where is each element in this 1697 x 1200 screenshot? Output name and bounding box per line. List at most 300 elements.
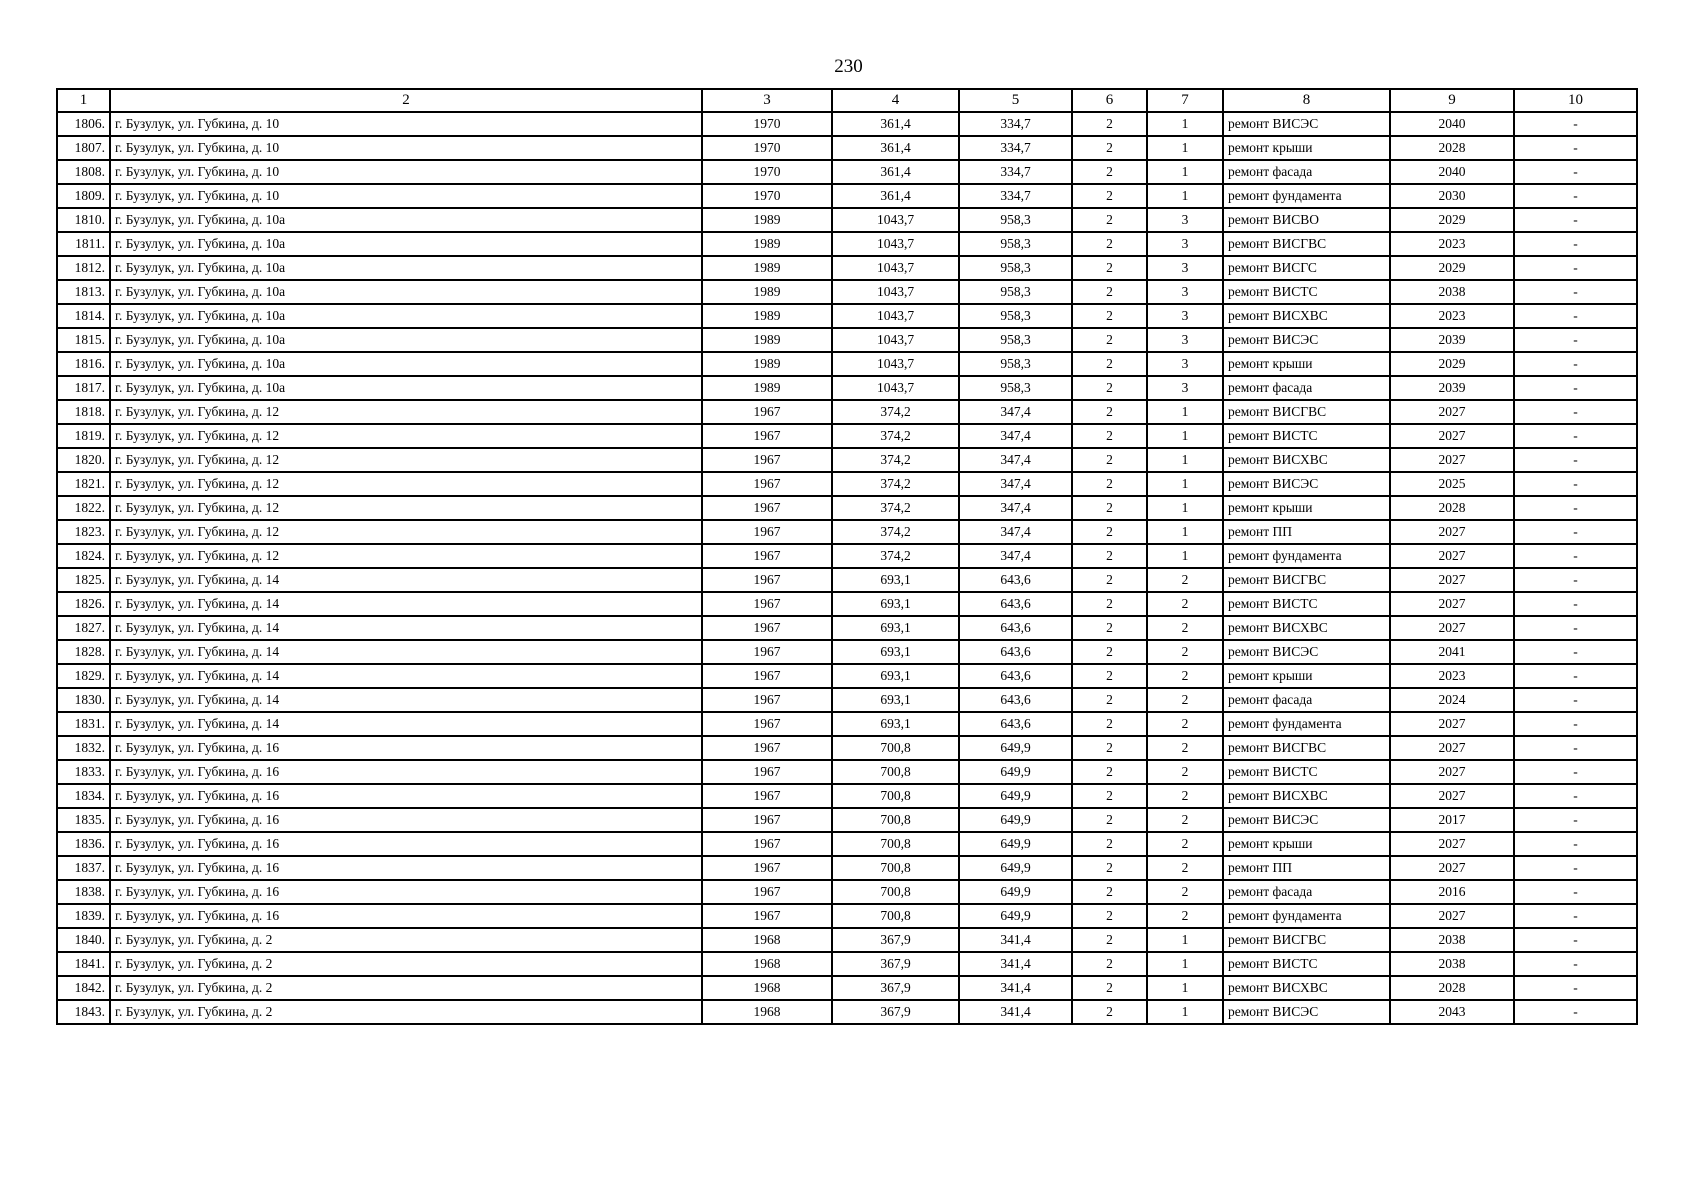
cell-col-address: г. Бузулук, ул. Губкина, д. 12 — [110, 400, 702, 424]
cell-col-entrances: 1 — [1147, 976, 1223, 1000]
cell-col-work-type: ремонт крыши — [1223, 832, 1390, 856]
cell-col-address: г. Бузулук, ул. Губкина, д. 14 — [110, 640, 702, 664]
header-col-area-total: 4 — [832, 89, 959, 112]
table-row — [57, 832, 1637, 856]
cell-col-work-type: ремонт ПП — [1223, 520, 1390, 544]
cell-col-storeys: 2 — [1072, 1000, 1147, 1024]
cell-col-area-living: 649,9 — [959, 880, 1072, 904]
cell-col-year-planned: 2027 — [1390, 616, 1514, 640]
cell-col-year-planned: 2038 — [1390, 952, 1514, 976]
cell-col-year: 1967 — [702, 808, 832, 832]
cell-col-entrances: 3 — [1147, 304, 1223, 328]
cell-col-number: 1830. — [57, 688, 110, 712]
table-row — [57, 544, 1637, 568]
cell-col-note: - — [1514, 424, 1637, 448]
cell-col-storeys: 2 — [1072, 976, 1147, 1000]
cell-col-area-total: 693,1 — [832, 664, 959, 688]
cell-col-address: г. Бузулук, ул. Губкина, д. 14 — [110, 664, 702, 688]
cell-col-number: 1842. — [57, 976, 110, 1000]
table-row — [57, 520, 1637, 544]
header-row — [57, 89, 1637, 112]
table-row — [57, 232, 1637, 256]
cell-col-area-living: 347,4 — [959, 520, 1072, 544]
cell-col-address: г. Бузулук, ул. Губкина, д. 10а — [110, 328, 702, 352]
cell-col-address: г. Бузулук, ул. Губкина, д. 16 — [110, 856, 702, 880]
table-row — [57, 640, 1637, 664]
table-row — [57, 448, 1637, 472]
cell-col-area-living: 643,6 — [959, 592, 1072, 616]
cell-col-address: г. Бузулук, ул. Губкина, д. 16 — [110, 808, 702, 832]
cell-col-number: 1839. — [57, 904, 110, 928]
cell-col-year-planned: 2027 — [1390, 400, 1514, 424]
cell-col-year-planned: 2023 — [1390, 232, 1514, 256]
cell-col-note: - — [1514, 208, 1637, 232]
cell-col-year: 1989 — [702, 208, 832, 232]
cell-col-entrances: 3 — [1147, 232, 1223, 256]
cell-col-year-planned: 2029 — [1390, 352, 1514, 376]
cell-col-area-living: 649,9 — [959, 736, 1072, 760]
cell-col-number: 1819. — [57, 424, 110, 448]
cell-col-storeys: 2 — [1072, 760, 1147, 784]
cell-col-area-total: 700,8 — [832, 880, 959, 904]
cell-col-number: 1816. — [57, 352, 110, 376]
cell-col-area-living: 958,3 — [959, 352, 1072, 376]
cell-col-area-living: 649,9 — [959, 856, 1072, 880]
cell-col-year-planned: 2028 — [1390, 136, 1514, 160]
cell-col-storeys: 2 — [1072, 736, 1147, 760]
table-row — [57, 880, 1637, 904]
cell-col-note: - — [1514, 1000, 1637, 1024]
cell-col-number: 1809. — [57, 184, 110, 208]
cell-col-year-planned: 2016 — [1390, 880, 1514, 904]
header-col-storeys: 6 — [1072, 89, 1147, 112]
table-row — [57, 352, 1637, 376]
cell-col-area-living: 341,4 — [959, 928, 1072, 952]
cell-col-note: - — [1514, 880, 1637, 904]
cell-col-area-living: 347,4 — [959, 496, 1072, 520]
cell-col-year-planned: 2040 — [1390, 160, 1514, 184]
cell-col-number: 1812. — [57, 256, 110, 280]
cell-col-area-living: 958,3 — [959, 232, 1072, 256]
cell-col-area-living: 347,4 — [959, 472, 1072, 496]
cell-col-note: - — [1514, 664, 1637, 688]
table-row — [57, 376, 1637, 400]
cell-col-year-planned: 2038 — [1390, 280, 1514, 304]
header-col-note: 10 — [1514, 89, 1637, 112]
cell-col-area-total: 1043,7 — [832, 304, 959, 328]
cell-col-storeys: 2 — [1072, 832, 1147, 856]
cell-col-area-living: 341,4 — [959, 952, 1072, 976]
table-row — [57, 1000, 1637, 1024]
cell-col-work-type: ремонт ВИСХВС — [1223, 616, 1390, 640]
table-row — [57, 328, 1637, 352]
cell-col-address: г. Бузулук, ул. Губкина, д. 12 — [110, 448, 702, 472]
cell-col-area-living: 643,6 — [959, 640, 1072, 664]
cell-col-address: г. Бузулук, ул. Губкина, д. 16 — [110, 880, 702, 904]
table-row — [57, 856, 1637, 880]
header-col-year-planned: 9 — [1390, 89, 1514, 112]
cell-col-storeys: 2 — [1072, 328, 1147, 352]
cell-col-area-living: 649,9 — [959, 784, 1072, 808]
cell-col-note: - — [1514, 184, 1637, 208]
cell-col-note: - — [1514, 136, 1637, 160]
table-row — [57, 952, 1637, 976]
cell-col-number: 1841. — [57, 952, 110, 976]
cell-col-work-type: ремонт фундамента — [1223, 544, 1390, 568]
cell-col-area-total: 700,8 — [832, 832, 959, 856]
table-row — [57, 736, 1637, 760]
cell-col-entrances: 1 — [1147, 520, 1223, 544]
cell-col-entrances: 1 — [1147, 184, 1223, 208]
cell-col-year-planned: 2027 — [1390, 544, 1514, 568]
cell-col-area-living: 347,4 — [959, 544, 1072, 568]
cell-col-entrances: 2 — [1147, 808, 1223, 832]
cell-col-area-total: 1043,7 — [832, 208, 959, 232]
cell-col-address: г. Бузулук, ул. Губкина, д. 10а — [110, 208, 702, 232]
cell-col-entrances: 1 — [1147, 400, 1223, 424]
cell-col-entrances: 2 — [1147, 880, 1223, 904]
cell-col-year-planned: 2039 — [1390, 328, 1514, 352]
cell-col-note: - — [1514, 784, 1637, 808]
cell-col-year: 1967 — [702, 520, 832, 544]
cell-col-storeys: 2 — [1072, 208, 1147, 232]
cell-col-work-type: ремонт ВИСТС — [1223, 760, 1390, 784]
cell-col-area-living: 341,4 — [959, 976, 1072, 1000]
cell-col-storeys: 2 — [1072, 664, 1147, 688]
cell-col-work-type: ремонт ВИСГВС — [1223, 400, 1390, 424]
cell-col-note: - — [1514, 712, 1637, 736]
cell-col-note: - — [1514, 400, 1637, 424]
cell-col-number: 1840. — [57, 928, 110, 952]
cell-col-area-total: 1043,7 — [832, 280, 959, 304]
cell-col-work-type: ремонт ВИСТС — [1223, 592, 1390, 616]
cell-col-year-planned: 2025 — [1390, 472, 1514, 496]
cell-col-storeys: 2 — [1072, 880, 1147, 904]
cell-col-number: 1843. — [57, 1000, 110, 1024]
table-row — [57, 472, 1637, 496]
cell-col-storeys: 2 — [1072, 544, 1147, 568]
cell-col-year-planned: 2029 — [1390, 256, 1514, 280]
cell-col-area-total: 700,8 — [832, 904, 959, 928]
cell-col-address: г. Бузулук, ул. Губкина, д. 14 — [110, 712, 702, 736]
cell-col-number: 1822. — [57, 496, 110, 520]
cell-col-storeys: 2 — [1072, 472, 1147, 496]
header-col-number: 1 — [57, 89, 110, 112]
cell-col-storeys: 2 — [1072, 520, 1147, 544]
table-row — [57, 592, 1637, 616]
cell-col-number: 1833. — [57, 760, 110, 784]
table-row — [57, 784, 1637, 808]
cell-col-year: 1989 — [702, 304, 832, 328]
cell-col-area-total: 374,2 — [832, 448, 959, 472]
cell-col-area-living: 334,7 — [959, 160, 1072, 184]
cell-col-entrances: 2 — [1147, 832, 1223, 856]
cell-col-entrances: 3 — [1147, 280, 1223, 304]
cell-col-area-living: 649,9 — [959, 808, 1072, 832]
cell-col-work-type: ремонт крыши — [1223, 496, 1390, 520]
cell-col-area-living: 341,4 — [959, 1000, 1072, 1024]
cell-col-year-planned: 2027 — [1390, 784, 1514, 808]
cell-col-address: г. Бузулук, ул. Губкина, д. 12 — [110, 496, 702, 520]
table-row — [57, 568, 1637, 592]
cell-col-storeys: 2 — [1072, 400, 1147, 424]
registry-table — [56, 88, 1638, 1025]
cell-col-note: - — [1514, 856, 1637, 880]
cell-col-address: г. Бузулук, ул. Губкина, д. 12 — [110, 472, 702, 496]
cell-col-year-planned: 2027 — [1390, 736, 1514, 760]
table-row — [57, 616, 1637, 640]
cell-col-address: г. Бузулук, ул. Губкина, д. 14 — [110, 616, 702, 640]
cell-col-note: - — [1514, 592, 1637, 616]
cell-col-year-planned: 2023 — [1390, 304, 1514, 328]
cell-col-note: - — [1514, 448, 1637, 472]
cell-col-address: г. Бузулук, ул. Губкина, д. 10а — [110, 304, 702, 328]
table-row — [57, 304, 1637, 328]
cell-col-address: г. Бузулук, ул. Губкина, д. 2 — [110, 928, 702, 952]
cell-col-address: г. Бузулук, ул. Губкина, д. 16 — [110, 832, 702, 856]
cell-col-area-total: 1043,7 — [832, 328, 959, 352]
cell-col-address: г. Бузулук, ул. Губкина, д. 10 — [110, 112, 702, 136]
cell-col-area-total: 374,2 — [832, 424, 959, 448]
cell-col-note: - — [1514, 352, 1637, 376]
cell-col-work-type: ремонт фасада — [1223, 688, 1390, 712]
cell-col-year: 1967 — [702, 712, 832, 736]
cell-col-note: - — [1514, 160, 1637, 184]
cell-col-year-planned: 2030 — [1390, 184, 1514, 208]
cell-col-year: 1967 — [702, 880, 832, 904]
cell-col-entrances: 1 — [1147, 160, 1223, 184]
cell-col-address: г. Бузулук, ул. Губкина, д. 16 — [110, 904, 702, 928]
cell-col-note: - — [1514, 760, 1637, 784]
cell-col-area-living: 347,4 — [959, 400, 1072, 424]
cell-col-area-living: 649,9 — [959, 760, 1072, 784]
cell-col-note: - — [1514, 832, 1637, 856]
cell-col-area-total: 1043,7 — [832, 232, 959, 256]
cell-col-area-living: 643,6 — [959, 688, 1072, 712]
cell-col-area-total: 361,4 — [832, 184, 959, 208]
cell-col-entrances: 2 — [1147, 640, 1223, 664]
cell-col-year: 1968 — [702, 976, 832, 1000]
cell-col-entrances: 3 — [1147, 256, 1223, 280]
cell-col-storeys: 2 — [1072, 256, 1147, 280]
cell-col-entrances: 2 — [1147, 784, 1223, 808]
cell-col-address: г. Бузулук, ул. Губкина, д. 10 — [110, 136, 702, 160]
cell-col-year: 1989 — [702, 280, 832, 304]
cell-col-note: - — [1514, 976, 1637, 1000]
cell-col-area-total: 693,1 — [832, 640, 959, 664]
cell-col-work-type: ремонт ВИСХВС — [1223, 784, 1390, 808]
cell-col-year: 1967 — [702, 760, 832, 784]
cell-col-note: - — [1514, 808, 1637, 832]
cell-col-address: г. Бузулук, ул. Губкина, д. 14 — [110, 592, 702, 616]
cell-col-year: 1968 — [702, 1000, 832, 1024]
cell-col-storeys: 2 — [1072, 304, 1147, 328]
cell-col-year: 1968 — [702, 952, 832, 976]
cell-col-year: 1967 — [702, 856, 832, 880]
cell-col-number: 1829. — [57, 664, 110, 688]
cell-col-storeys: 2 — [1072, 784, 1147, 808]
table-row — [57, 712, 1637, 736]
cell-col-work-type: ремонт ВИСГС — [1223, 256, 1390, 280]
cell-col-number: 1806. — [57, 112, 110, 136]
cell-col-area-living: 643,6 — [959, 712, 1072, 736]
cell-col-year: 1967 — [702, 736, 832, 760]
cell-col-area-total: 1043,7 — [832, 352, 959, 376]
cell-col-number: 1837. — [57, 856, 110, 880]
cell-col-work-type: ремонт ВИСХВС — [1223, 976, 1390, 1000]
cell-col-note: - — [1514, 640, 1637, 664]
cell-col-area-living: 958,3 — [959, 376, 1072, 400]
cell-col-area-living: 643,6 — [959, 568, 1072, 592]
cell-col-storeys: 2 — [1072, 640, 1147, 664]
cell-col-number: 1831. — [57, 712, 110, 736]
cell-col-number: 1807. — [57, 136, 110, 160]
cell-col-entrances: 3 — [1147, 376, 1223, 400]
cell-col-work-type: ремонт фундамента — [1223, 712, 1390, 736]
cell-col-area-total: 693,1 — [832, 568, 959, 592]
cell-col-entrances: 1 — [1147, 112, 1223, 136]
cell-col-entrances: 1 — [1147, 424, 1223, 448]
cell-col-work-type: ремонт ВИСЭС — [1223, 1000, 1390, 1024]
cell-col-entrances: 2 — [1147, 760, 1223, 784]
cell-col-work-type: ремонт ВИСГВС — [1223, 232, 1390, 256]
cell-col-note: - — [1514, 496, 1637, 520]
cell-col-year-planned: 2043 — [1390, 1000, 1514, 1024]
header-col-year: 3 — [702, 89, 832, 112]
table-row — [57, 760, 1637, 784]
cell-col-address: г. Бузулук, ул. Губкина, д. 2 — [110, 1000, 702, 1024]
cell-col-work-type: ремонт ВИСГВС — [1223, 928, 1390, 952]
cell-col-number: 1835. — [57, 808, 110, 832]
table-row — [57, 208, 1637, 232]
cell-col-year: 1967 — [702, 784, 832, 808]
cell-col-year-planned: 2040 — [1390, 112, 1514, 136]
cell-col-note: - — [1514, 520, 1637, 544]
cell-col-entrances: 1 — [1147, 1000, 1223, 1024]
cell-col-entrances: 1 — [1147, 544, 1223, 568]
cell-col-number: 1817. — [57, 376, 110, 400]
cell-col-note: - — [1514, 112, 1637, 136]
cell-col-area-living: 643,6 — [959, 616, 1072, 640]
cell-col-year: 1967 — [702, 592, 832, 616]
cell-col-number: 1808. — [57, 160, 110, 184]
cell-col-number: 1828. — [57, 640, 110, 664]
cell-col-work-type: ремонт ВИСХВС — [1223, 304, 1390, 328]
cell-col-storeys: 2 — [1072, 112, 1147, 136]
cell-col-year-planned: 2027 — [1390, 448, 1514, 472]
cell-col-area-total: 700,8 — [832, 736, 959, 760]
cell-col-number: 1824. — [57, 544, 110, 568]
cell-col-year: 1967 — [702, 832, 832, 856]
cell-col-year: 1967 — [702, 904, 832, 928]
cell-col-work-type: ремонт фундамента — [1223, 904, 1390, 928]
cell-col-year-planned: 2027 — [1390, 832, 1514, 856]
cell-col-note: - — [1514, 904, 1637, 928]
cell-col-address: г. Бузулук, ул. Губкина, д. 14 — [110, 568, 702, 592]
cell-col-note: - — [1514, 544, 1637, 568]
table-row — [57, 976, 1637, 1000]
cell-col-area-total: 374,2 — [832, 400, 959, 424]
cell-col-storeys: 2 — [1072, 448, 1147, 472]
cell-col-entrances: 2 — [1147, 568, 1223, 592]
cell-col-area-total: 361,4 — [832, 136, 959, 160]
cell-col-work-type: ремонт ВИСТС — [1223, 280, 1390, 304]
cell-col-note: - — [1514, 304, 1637, 328]
cell-col-year: 1968 — [702, 928, 832, 952]
cell-col-year-planned: 2024 — [1390, 688, 1514, 712]
cell-col-note: - — [1514, 928, 1637, 952]
cell-col-area-living: 347,4 — [959, 448, 1072, 472]
cell-col-address: г. Бузулук, ул. Губкина, д. 12 — [110, 544, 702, 568]
table-row — [57, 280, 1637, 304]
cell-col-note: - — [1514, 952, 1637, 976]
cell-col-area-total: 693,1 — [832, 712, 959, 736]
cell-col-work-type: ремонт ВИСТС — [1223, 952, 1390, 976]
cell-col-address: г. Бузулук, ул. Губкина, д. 10а — [110, 232, 702, 256]
cell-col-number: 1825. — [57, 568, 110, 592]
cell-col-year: 1967 — [702, 424, 832, 448]
cell-col-year: 1967 — [702, 688, 832, 712]
cell-col-entrances: 2 — [1147, 616, 1223, 640]
cell-col-area-total: 700,8 — [832, 784, 959, 808]
cell-col-year-planned: 2041 — [1390, 640, 1514, 664]
cell-col-address: г. Бузулук, ул. Губкина, д. 2 — [110, 952, 702, 976]
cell-col-storeys: 2 — [1072, 808, 1147, 832]
cell-col-year: 1970 — [702, 184, 832, 208]
cell-col-number: 1823. — [57, 520, 110, 544]
cell-col-year-planned: 2028 — [1390, 976, 1514, 1000]
cell-col-area-total: 367,9 — [832, 976, 959, 1000]
header-col-address: 2 — [110, 89, 702, 112]
cell-col-address: г. Бузулук, ул. Губкина, д. 16 — [110, 784, 702, 808]
table-body — [57, 112, 1637, 1024]
cell-col-storeys: 2 — [1072, 856, 1147, 880]
cell-col-year: 1967 — [702, 640, 832, 664]
cell-col-work-type: ремонт ВИСТС — [1223, 424, 1390, 448]
cell-col-year: 1967 — [702, 544, 832, 568]
cell-col-work-type: ремонт фундамента — [1223, 184, 1390, 208]
cell-col-entrances: 2 — [1147, 688, 1223, 712]
table-row — [57, 496, 1637, 520]
cell-col-note: - — [1514, 256, 1637, 280]
cell-col-entrances: 1 — [1147, 448, 1223, 472]
table-row — [57, 928, 1637, 952]
cell-col-entrances: 2 — [1147, 904, 1223, 928]
cell-col-area-living: 334,7 — [959, 184, 1072, 208]
cell-col-address: г. Бузулук, ул. Губкина, д. 12 — [110, 520, 702, 544]
cell-col-year: 1989 — [702, 232, 832, 256]
cell-col-storeys: 2 — [1072, 232, 1147, 256]
cell-col-work-type: ремонт фасада — [1223, 160, 1390, 184]
cell-col-address: г. Бузулук, ул. Губкина, д. 16 — [110, 760, 702, 784]
cell-col-address: г. Бузулук, ул. Губкина, д. 10а — [110, 280, 702, 304]
cell-col-year: 1967 — [702, 616, 832, 640]
cell-col-storeys: 2 — [1072, 904, 1147, 928]
cell-col-number: 1834. — [57, 784, 110, 808]
cell-col-area-total: 700,8 — [832, 808, 959, 832]
cell-col-year-planned: 2023 — [1390, 664, 1514, 688]
cell-col-note: - — [1514, 568, 1637, 592]
cell-col-year: 1970 — [702, 112, 832, 136]
cell-col-address: г. Бузулук, ул. Губкина, д. 16 — [110, 736, 702, 760]
table-row — [57, 184, 1637, 208]
table-row — [57, 808, 1637, 832]
table-header — [57, 89, 1637, 112]
cell-col-year-planned: 2027 — [1390, 712, 1514, 736]
cell-col-address: г. Бузулук, ул. Губкина, д. 10а — [110, 352, 702, 376]
cell-col-work-type: ремонт фасада — [1223, 376, 1390, 400]
cell-col-number: 1815. — [57, 328, 110, 352]
